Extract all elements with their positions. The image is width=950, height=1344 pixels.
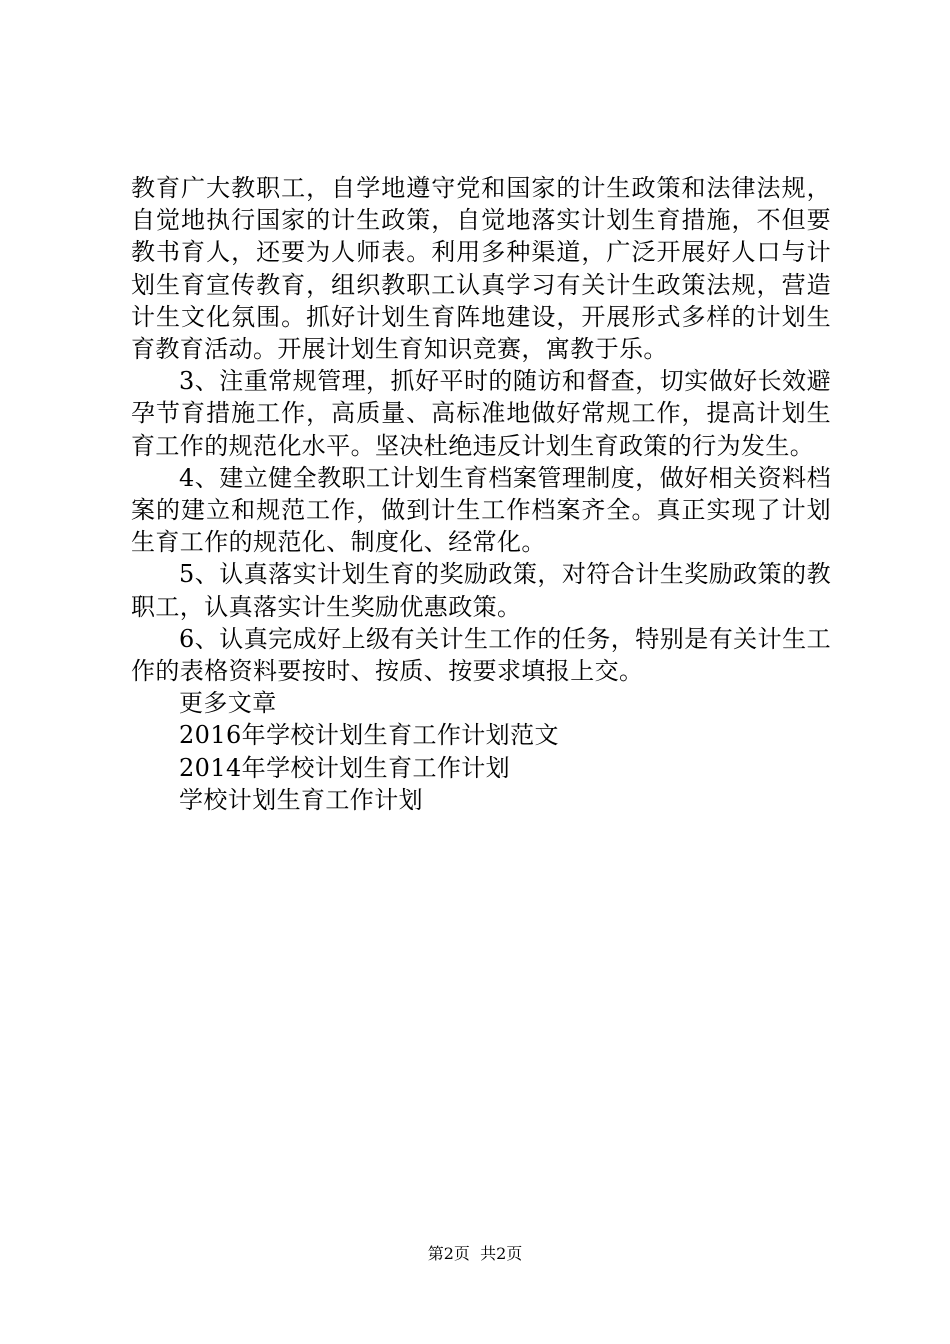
paragraph-item-3: 3、注重常规管理，抓好平时的随访和督查，切实做好长效避孕节育措施工作，高质量、高标准地做好常规工作，提高计划生育工作的规范化水平。坚决杜绝违反计划生育政策的行为发生。	[131, 367, 831, 460]
paragraph-intro: 教育广大教职工，自学地遵守党和国家的计生政策和法律法规，自觉地执行国家的计生政策，自觉地落实计划生育措施，不但要教书育人，还要为人师表。利用多种渠道，广泛开展好人口与计划生育宣传教育，组织教职工认真学习有关计生政策法规，营造计生文化氛围。抓好计划生育阵地建设，开展形式多样的计划生育教育活动。开展计划生育知识竞赛，寓教于乐。	[131, 174, 831, 364]
paragraph-item-4: 4、建立健全教职工计划生育档案管理制度，做好相关资料档案的建立和规范工作，做到计生工作档案齐全。真正实现了计划生育工作的规范化、制度化、经常化。	[131, 463, 831, 557]
article-link-2014[interactable]: 2014年学校计划生育工作计划	[179, 753, 511, 782]
more-articles-heading: 更多文章	[179, 689, 277, 718]
paragraph-item-5: 5、认真落实计划生育的奖励政策，对符合计生奖励政策的教职工，认真落实计生奖励优惠政策。	[131, 560, 831, 621]
page-number-current: 第2页	[427, 1244, 470, 1263]
page-number-total: 共2页	[480, 1244, 523, 1263]
paragraph-item-6: 6、认真完成好上级有关计生工作的任务，特别是有关计生工作的表格资料要按时、按质、按要求填报上交。	[131, 624, 831, 686]
article-link-school-plan[interactable]: 学校计划生育工作计划	[179, 785, 423, 814]
article-link-2016[interactable]: 2016年学校计划生育工作计划范文	[179, 721, 559, 750]
page-footer	[0, 1244, 950, 1264]
document-body	[131, 172, 831, 816]
